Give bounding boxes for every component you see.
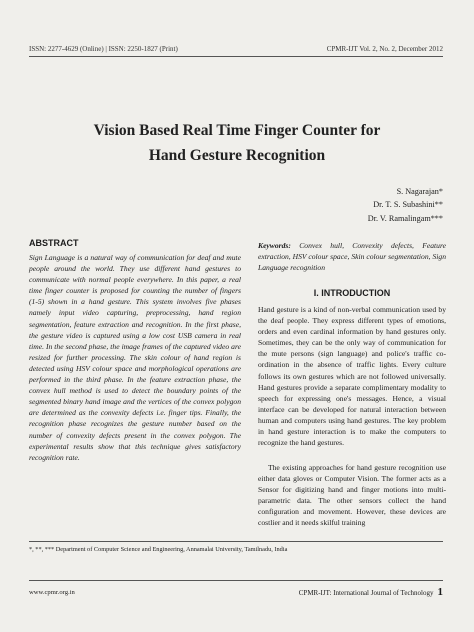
title-line-2: Hand Gesture Recognition [148,147,326,164]
introduction-paragraph-2: The existing approaches for hand gesture recognition use either data gloves or Computer Vision. The former acts as a Sensor for digitizing hand and finger motions into multi-parametric data. The other sensors collect the hand configuration and movement. However, these devices are costlier and it needs skilful training [258,463,446,528]
author-3: Dr. V. Ramalingam*** [367,213,443,223]
author-list [368,185,443,225]
title-line-1: Vision Based Real Time Finger Counter for [93,122,381,139]
footer-website: www.cpmr.org.in [29,589,75,596]
header-issn: ISSN: 2277-4629 (Online) | ISSN: 2250-1827 (Print) [29,45,178,53]
footer-rule [29,580,443,581]
affiliation-footnote: *, **, *** Department of Computer Science and Engineering, Annamalai University, Tamilnadu, India [29,546,288,553]
author-1: S. Nagarajan* [396,187,443,196]
page-number: 1 [437,586,443,598]
keywords [258,240,446,273]
keywords-label: Keywords: [258,241,291,250]
header-rule [29,56,443,57]
introduction-heading: I. INTRODUCTION [313,288,391,298]
introduction-paragraph-1: Hand gesture is a kind of non-verbal communication used by the deaf people. They express different types of emotions, orders and even cardinal information by hand gestures only. Sometimes, they can be the only way of communication for the mute persons (sign language) and police's traffic co-ordination in the absence of traffic lights. Every culture follows its own gestures which are not followed universally. Hand gestures provide a separate complimentary modality to speech for expressing one's messages. Hence, a visual interface can be developed for natural interaction between human and computers using hand gestures. The key problem in hand gesture interaction is to make the computers to recognize the hand gestures. [258,305,446,448]
header-journal-volume: CPMR-IJT Vol. 2, No. 2, December 2012 [326,45,443,53]
paper-title [0,118,474,168]
author-2: Dr. T. S. Subashini** [373,200,443,210]
keywords-text: Convex hull, Convexity defects, Feature extraction, HSV colour space, Skin colour segmentation, Sign Language recognition [258,241,446,273]
footer-journal [299,586,443,598]
abstract-body: Sign Language is a natural way of communication for deaf and mute people around the world. They use different hand gestures to communicate with normal people everywhere. In this paper, a real time finger counter is proposed for counting the number of fingers (1-5) shown in a hand gesture. This system involves five phases namely input video capturing, preprocessing, hand region segmentation, feature extraction and recognition. In the first phase, the gesture video is captured using a low cost USB camera in real time. In the second phase, the image frames of the captured video are resized for further processing. The skin colour of hand region is detected using HSV colour space and morphological operations are performed in the third phase. In the feature extraction phase, the convex hull method is used to detect the boundary points of the segmented binary hand image and the vertices of the convex polygon are determined as the convexity defects i.e. finger tips. Finally, the recognition phase recognizes the gesture number based on the number of convexity defects present in the convex polygon. The experimental results show that this technique gives satisfactory recognition rate. [29,253,241,462]
abstract-heading: ABSTRACT [29,238,79,248]
footnote-rule [29,541,443,542]
footer-journal-name: CPMR-IJT: International Journal of Technology [298,589,434,597]
